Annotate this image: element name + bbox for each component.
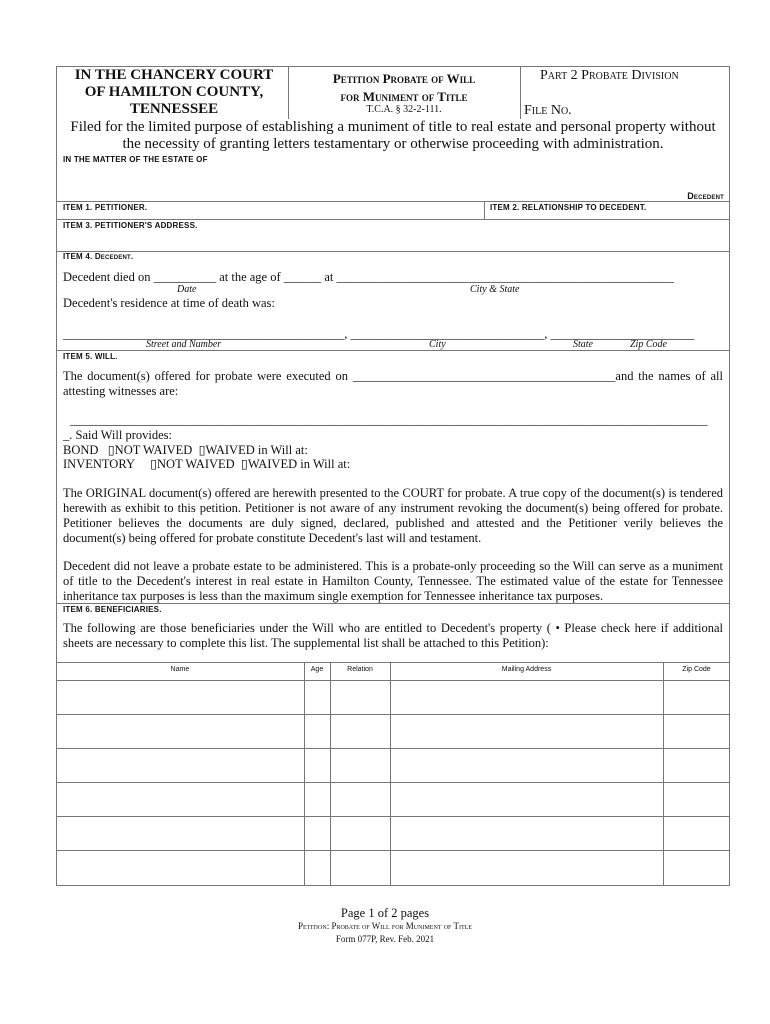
beneficiary-age-cell[interactable] bbox=[307, 818, 327, 848]
table-col-divider bbox=[304, 662, 305, 886]
beneficiary-relation-cell[interactable] bbox=[333, 682, 387, 712]
beneficiary-name-cell[interactable] bbox=[59, 818, 301, 848]
beneficiary-zip-cell[interactable] bbox=[666, 682, 727, 712]
rule-item3-bottom bbox=[56, 251, 730, 252]
table-col-divider bbox=[390, 662, 391, 886]
table-row-rule bbox=[56, 782, 730, 783]
beneficiary-address-cell[interactable] bbox=[393, 682, 660, 712]
beneficiary-relation-cell[interactable] bbox=[333, 818, 387, 848]
table-header-rule bbox=[56, 680, 730, 681]
petition-title-line: Petition Probate of Will bbox=[332, 71, 476, 86]
rule-item1-divider bbox=[484, 201, 485, 219]
city-state-caption: City & State bbox=[470, 284, 520, 295]
beneficiary-address-cell[interactable] bbox=[393, 784, 660, 814]
beneficiary-address-cell[interactable] bbox=[393, 818, 660, 848]
beneficiary-name-cell[interactable] bbox=[59, 750, 301, 780]
court-line: TENNESSEE bbox=[129, 101, 219, 117]
part-division: Part 2 Probate Division bbox=[540, 68, 679, 83]
will-executed-text[interactable]: The document(s) offered for probate were executed on __________________________________________and the names of all attesting witnesses are: bbox=[63, 369, 723, 398]
estate-name-field[interactable] bbox=[63, 166, 663, 188]
item4-decedent-label: ITEM 4. Decedent. bbox=[63, 252, 134, 261]
said-will-provides: _. Said Will provides: bbox=[63, 428, 172, 442]
beneficiary-name-cell[interactable] bbox=[59, 784, 301, 814]
beneficiary-zip-cell[interactable] bbox=[666, 716, 727, 746]
beneficiary-relation-cell[interactable] bbox=[333, 852, 387, 883]
date-caption: Date bbox=[177, 284, 197, 295]
no-probate-estate-paragraph: Decedent did not leave a probate estate to be administered. This is a probate-only proceeding so the Will can serve as a muniment of title to the Decedent's interest in real estate in Hamilton County, Tennessee. The estimated value of the estate for Tennessee inheritance tax purposes is less than the maximum single exemption for Tennessee inheritance tax purposes. bbox=[63, 559, 723, 603]
statute-reference: T.C.A. § 32-2-111. bbox=[366, 104, 442, 115]
column-header-relation: Relation bbox=[347, 666, 373, 673]
beneficiary-zip-cell[interactable] bbox=[666, 818, 727, 848]
beneficiary-address-cell[interactable] bbox=[393, 852, 660, 883]
beneficiary-name-cell[interactable] bbox=[59, 852, 301, 883]
original-document-paragraph: The ORIGINAL document(s) offered are herewith presented to the COURT for probate. A true copy of the document(s) is tendered herewith as exhibit to this petition. Petitioner is not aware of any instrument revoking the document(s) being offered for probate. Petitioner believes the documents are duly signed, declared, published and attested and the Petitioner verily believes the document(s) being offered for probate constitute Decedent's last will and testament. bbox=[63, 486, 723, 545]
header-divider-right bbox=[520, 66, 521, 119]
table-row-rule bbox=[56, 816, 730, 817]
beneficiary-name-cell[interactable] bbox=[59, 682, 301, 712]
street-caption: Street and Number bbox=[146, 339, 222, 350]
beneficiary-relation-cell[interactable] bbox=[333, 784, 387, 814]
table-col-divider bbox=[663, 662, 664, 886]
column-header-age: Age bbox=[310, 666, 324, 673]
inventory-option[interactable]: INVENTORY ▯NOT WAIVED ▯WAIVED in Will at: bbox=[63, 457, 351, 471]
beneficiary-address-cell[interactable] bbox=[393, 716, 660, 746]
item1-petitioner-label: ITEM 1. PETITIONER. bbox=[63, 203, 148, 212]
zip-caption: Zip Code bbox=[630, 339, 667, 350]
beneficiary-relation-cell[interactable] bbox=[333, 750, 387, 780]
rule-item4-bottom bbox=[56, 350, 730, 351]
filed-purpose-text: Filed for the limited purpose of establishing a muniment of title to real estate and personal property without the necessity of granting letters testamentary or otherwise proceeding with administration. bbox=[70, 119, 716, 152]
table-top-rule bbox=[56, 662, 730, 663]
item2-relationship-label: ITEM 2. RELATIONSHIP TO DECEDENT. bbox=[490, 203, 647, 212]
estate-of-label: IN THE MATTER OF THE ESTATE OF bbox=[63, 155, 208, 164]
page-number: Page 1 of 2 pages bbox=[340, 906, 430, 920]
file-number-field[interactable]: File No. bbox=[524, 103, 572, 118]
beneficiary-zip-cell[interactable] bbox=[666, 852, 727, 883]
beneficiary-age-cell[interactable] bbox=[307, 682, 327, 712]
residence-label: Decedent's residence at time of death was: bbox=[63, 296, 275, 310]
decedent-label: Decedent bbox=[687, 191, 724, 201]
beneficiary-age-cell[interactable] bbox=[307, 784, 327, 814]
state-caption: State bbox=[573, 339, 593, 350]
court-name bbox=[60, 67, 288, 118]
table-row-rule bbox=[56, 748, 730, 749]
item3-address-label: ITEM 3. PETITIONER'S ADDRESS. bbox=[63, 221, 198, 230]
decedent-died-line[interactable]: Decedent died on __________ at the age of ______ at ______________________________________________________ bbox=[63, 270, 675, 284]
rule-item1-bottom bbox=[56, 219, 730, 220]
beneficiaries-intro: The following are those beneficiaries under the Will who are entitled to Decedent's property ( • Please check here if additional sheets are necessary to complete this list. The supplemental list shall be attached to this Petition): bbox=[63, 621, 723, 650]
city-caption: City bbox=[429, 339, 446, 350]
petition-title-line: for Muniment of Title bbox=[340, 89, 468, 104]
court-line: OF HAMILTON COUNTY, bbox=[84, 84, 264, 100]
beneficiary-name-cell[interactable] bbox=[59, 716, 301, 746]
petitioner-address-field[interactable] bbox=[60, 231, 726, 249]
beneficiary-address-cell[interactable] bbox=[393, 750, 660, 780]
beneficiary-age-cell[interactable] bbox=[307, 852, 327, 883]
court-line: IN THE CHANCERY COURT bbox=[74, 67, 274, 83]
table-col-divider bbox=[330, 662, 331, 886]
beneficiary-zip-cell[interactable] bbox=[666, 750, 727, 780]
beneficiary-relation-cell[interactable] bbox=[333, 716, 387, 746]
beneficiary-zip-cell[interactable] bbox=[666, 784, 727, 814]
bond-option[interactable]: BOND ▯NOT WAIVED ▯WAIVED in Will at: bbox=[63, 443, 308, 457]
residence-address-line[interactable]: _____________________________________________, _______________________________, _______________________ bbox=[63, 327, 695, 341]
column-header-zip-code: Zip Code bbox=[682, 666, 711, 673]
item5-will-label: ITEM 5. WILL. bbox=[63, 352, 118, 361]
rule-estate-bottom bbox=[56, 201, 730, 202]
column-header-name: Name bbox=[170, 666, 190, 673]
header-divider-left bbox=[288, 66, 289, 119]
petition-title bbox=[290, 70, 518, 106]
form-title-footer: Petition: Probate of Will for Muniment of Title bbox=[298, 921, 472, 931]
beneficiary-age-cell[interactable] bbox=[307, 716, 327, 746]
witness-line[interactable]: ______________________________________________________________________________________________________ bbox=[70, 413, 708, 427]
form-number: Form 077P, Rev. Feb. 2021 bbox=[335, 934, 435, 944]
table-row-rule bbox=[56, 850, 730, 851]
beneficiary-age-cell[interactable] bbox=[307, 750, 327, 780]
column-header-mailing-address: Mailing Address bbox=[501, 666, 552, 673]
item6-beneficiaries-label: ITEM 6. BENEFICIARIES. bbox=[63, 605, 162, 614]
table-row-rule bbox=[56, 714, 730, 715]
